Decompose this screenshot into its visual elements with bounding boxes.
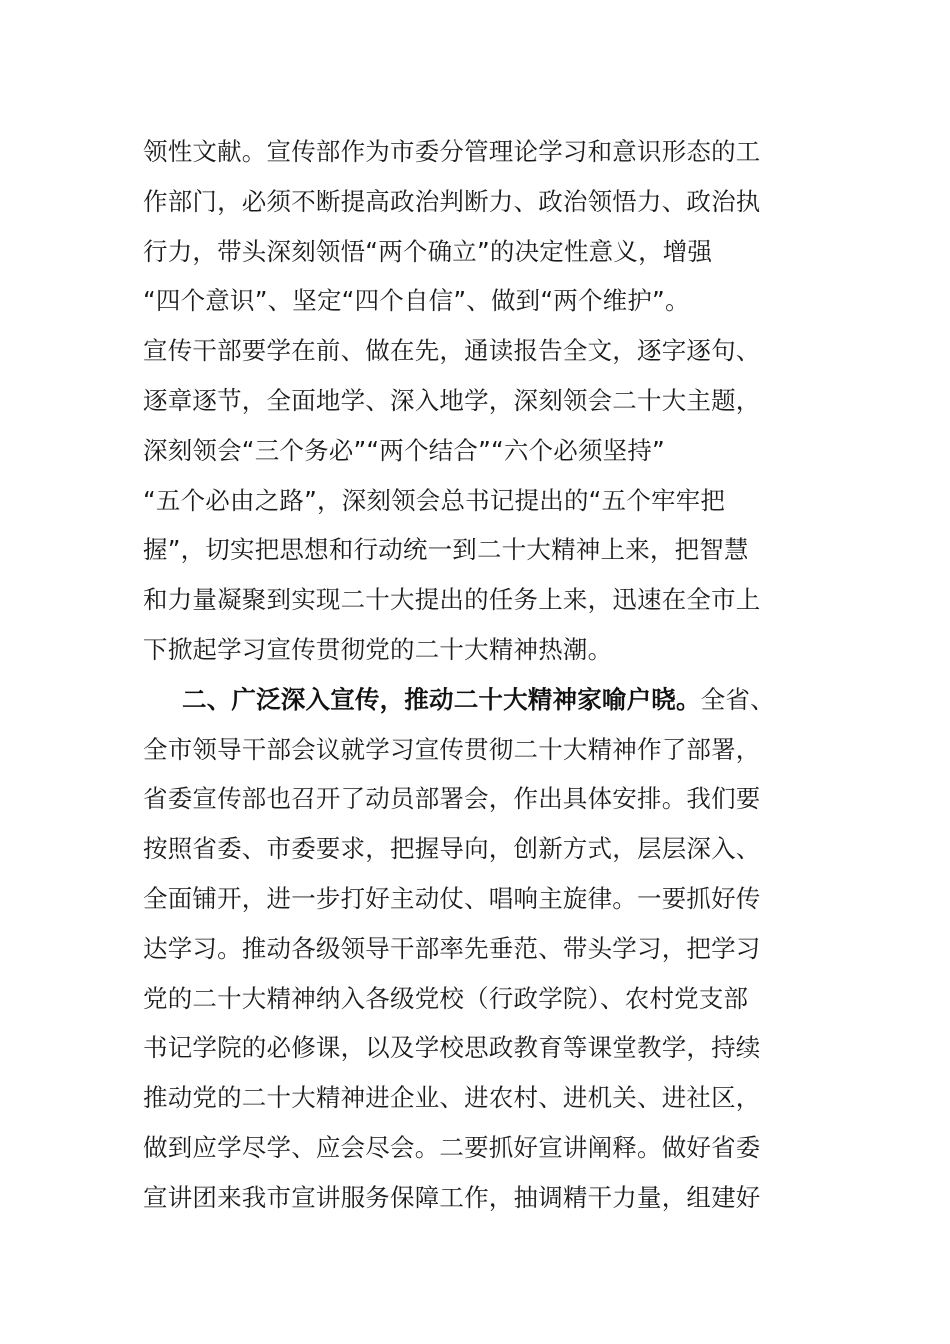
paragraph-1-line: 深刻领会“三个务必”“两个结合”“六个必须坚持”	[143, 435, 665, 465]
document-body	[143, 127, 803, 1223]
paragraph-2-line: 做到应学尽学、应会尽会。二要抓好宣讲阐释。做好省委	[143, 1132, 761, 1162]
paragraph-2	[143, 725, 803, 1223]
paragraph-2-line: 达学习。推动各级领导干部率先垂范、带头学习，把学习	[143, 933, 761, 963]
paragraph-2-line: 全面铺开，进一步打好主动仗、唱响主旋律。一要抓好传	[143, 883, 761, 913]
paragraph-2-line: 省委宣传部也召开了动员部署会，作出具体安排。我们要	[143, 784, 761, 814]
paragraph-1-line: 下掀起学习宣传贯彻党的二十大精神热潮。	[143, 634, 613, 664]
paragraph-2-line: 党的二十大精神纳入各级党校（行政学院）、农村党支部	[143, 983, 749, 1013]
paragraph-2-line: 按照省委、市委要求，把握导向，创新方式，层层深入、	[143, 834, 761, 864]
paragraph-2-first-line-rest: 全省、	[700, 684, 775, 714]
paragraph-1	[143, 127, 803, 675]
paragraph-2-first-line	[143, 675, 803, 725]
paragraph-2-line: 推动党的二十大精神进企业、进农村、进机关、进社区，	[143, 1083, 761, 1113]
paragraph-2-line: 全市领导干部会议就学习宣传贯彻二十大精神作了部署，	[143, 734, 761, 764]
paragraph-1-line: 行力，带头深刻领悟“两个确立”的决定性意义，增强	[143, 236, 713, 266]
paragraph-2-line: 宣讲团来我市宣讲服务保障工作，抽调精干力量，组建好	[143, 1182, 761, 1212]
paragraph-2-line: 书记学院的必修课，以及学校思政教育等课堂教学，持续	[143, 1033, 761, 1063]
paragraph-1-line: “四个意识”、坚定“四个自信”、做到“两个维护”。	[143, 286, 690, 316]
paragraph-1-line: 作部门，必须不断提高政治判断力、政治领悟力、政治执	[143, 186, 761, 216]
paragraph-1-line: 逐章逐节，全面地学、深入地学，深刻领会二十大主题，	[143, 385, 761, 415]
paragraph-1-line: 宣传干部要学在前、做在先，通读报告全文，逐字逐句、	[143, 336, 761, 366]
section-heading: 二、广泛深入宣传，推动二十大精神家喻户晓。	[182, 684, 701, 714]
paragraph-1-line: “五个必由之路”，深刻领会总书记提出的“五个牢牢把	[143, 485, 726, 515]
paragraph-1-line: 和力量凝聚到实现二十大提出的任务上来，迅速在全市上	[143, 585, 761, 615]
paragraph-1-line: 领性文献。宣传部作为市委分管理论学习和意识形态的工	[143, 137, 761, 166]
paragraph-1-line: 握”，切实把思想和行动统一到二十大精神上来，把智慧	[143, 535, 749, 565]
